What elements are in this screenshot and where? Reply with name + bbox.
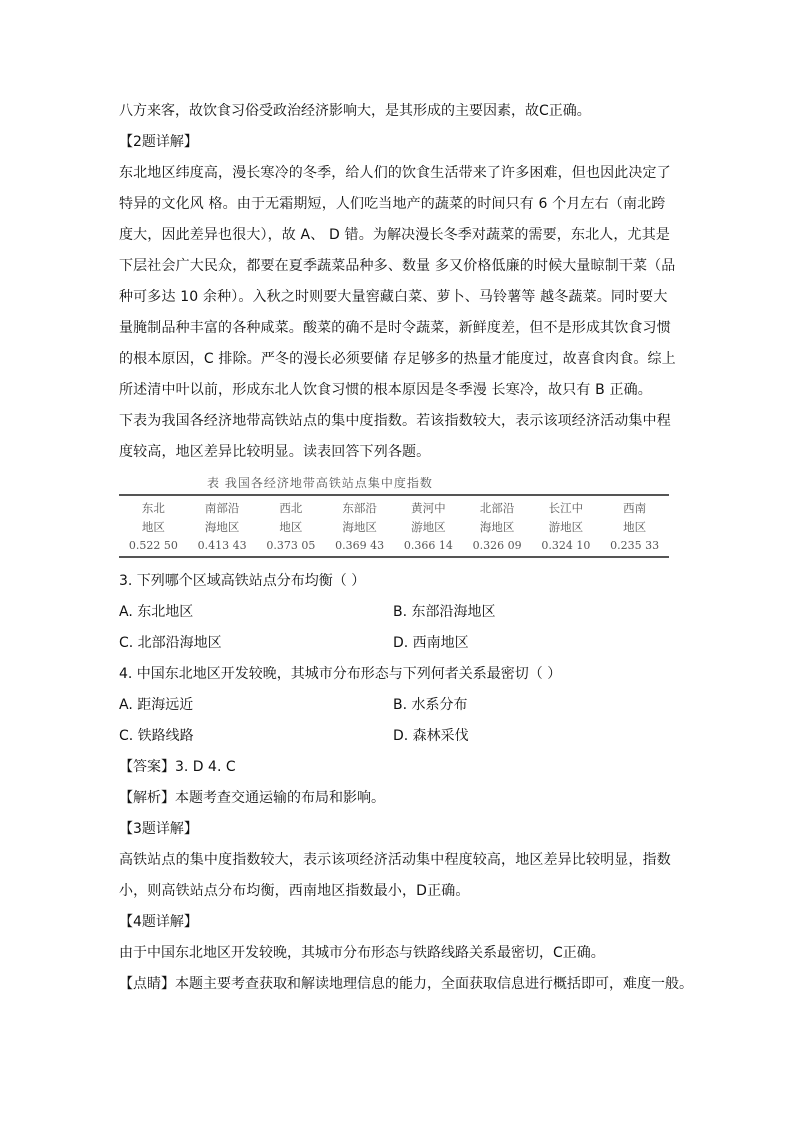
table-intro: 下表为我国各经济地带高铁站点的集中度指数。若该指数较大，表示该项经济活动集中程度较高，地区差异比较明显。读表回答下列各题。 bbox=[119, 413, 671, 460]
table-cell: 地区 bbox=[279, 519, 303, 534]
option-b: B. 东部沿海地区 bbox=[393, 604, 496, 620]
table-title: 表 我国各经济地带高铁站点集中度指数 bbox=[207, 476, 433, 490]
option-d: D. 森林采伐 bbox=[393, 728, 469, 744]
table-cell: 地区 bbox=[623, 519, 647, 534]
table-cell: 0.373 05 bbox=[257, 536, 326, 557]
table-cell: 西北 bbox=[257, 495, 326, 517]
analysis-line: 【解析】本题考查交通运输的布局和影响。 bbox=[119, 790, 385, 806]
paragraph-3-detail: 高铁站点的集中度指数较大，表示该项经济活动集中程度较高，地区差异比较明显，指数小，则高铁站点分布均衡，西南地区指数最小，D正确。 bbox=[119, 852, 671, 899]
document-page bbox=[119, 96, 693, 1000]
table-cell: 南部沿 bbox=[188, 495, 257, 517]
question-3-options-row bbox=[119, 628, 679, 659]
table-row bbox=[119, 495, 669, 517]
table-cell: 黄河中 bbox=[394, 495, 463, 517]
table-cell: 东部沿 bbox=[325, 495, 394, 517]
table-row bbox=[119, 536, 669, 557]
section-heading-2: 【2题详解】 bbox=[119, 134, 198, 150]
question-4-options-row bbox=[119, 690, 679, 721]
text-line: 八方来客，故饮食习俗受政治经济影响大，是其形成的主要因素，故C正确。 bbox=[119, 103, 591, 119]
table-cell: 0.366 14 bbox=[394, 536, 463, 557]
paragraph-4-detail: 由于中国东北地区开发较晚，其城市分布形态与铁路线路关系最密切，C正确。 bbox=[119, 945, 605, 961]
paragraph-2-detail: 东北地区纬度高，漫长寒冷的冬季，给人们的饮食生活带来了许多困难，但也因此决定了特异的文化风 格。由于无霜期短，人们吃当地产的蔬菜的时间只有 6 个月左右（南北跨度大，因此差异也很大），故 A、 D 错。为解决漫长冬季对蔬菜的需要，东北人，尤其是下层社会广大民众，都要在夏季蔬菜品种多、数量 多又价格低廉的时候大量晾制干菜（品种可多达 10 余种）。入秋之时则要大量窖藏白菜、萝卜、马铃薯等 越冬蔬菜。同时要大量腌制品种丰富的各种咸菜。酸菜的确不是时令蔬菜，新鲜度差，但不是形成其饮食习惯的根本原因，C 排除。严冬的漫长必须要储 存足够多的热量才能度过，故喜食肉食。综上所述清中叶以前，形成东北人饮食习惯的根本原因是冬季漫 长寒冷，故只有 B 正确。 bbox=[119, 165, 676, 398]
table-cell: 0.235 33 bbox=[600, 536, 669, 557]
data-table bbox=[119, 494, 669, 558]
table-cell: 游地区 bbox=[411, 519, 446, 534]
table-cell: 北部沿 bbox=[463, 495, 532, 517]
table-cell: 0.326 09 bbox=[463, 536, 532, 557]
option-a: A. 东北地区 bbox=[119, 604, 194, 620]
table-cell: 0.413 43 bbox=[188, 536, 257, 557]
table-cell: 0.324 10 bbox=[532, 536, 601, 557]
table-cell: 海地区 bbox=[204, 519, 240, 534]
option-d: D. 西南地区 bbox=[393, 635, 469, 651]
table-cell: 地区 bbox=[141, 519, 165, 534]
question-3: 3. 下列哪个区域高铁站点分布均衡（ ） bbox=[119, 573, 366, 589]
option-c: C. 北部沿海地区 bbox=[119, 635, 222, 651]
option-c: C. 铁路线路 bbox=[119, 728, 194, 744]
table-cell: 东北 bbox=[119, 495, 188, 517]
answer-line: 【答案】3. D 4. C bbox=[119, 759, 236, 775]
table-cell: 海地区 bbox=[342, 519, 377, 534]
table-cell: 0.369 43 bbox=[325, 536, 394, 557]
option-a: A. 距海远近 bbox=[119, 697, 194, 713]
section-heading-3: 【3题详解】 bbox=[119, 821, 198, 837]
index-table bbox=[119, 472, 679, 558]
table-cell: 西南 bbox=[600, 495, 669, 517]
option-b: B. 水系分布 bbox=[393, 697, 468, 713]
key-point-line: 【点睛】本题主要考查获取和解读地理信息的能力，全面获取信息进行概括即可，难度一般。 bbox=[119, 976, 693, 992]
table-cell: 游地区 bbox=[548, 519, 584, 534]
table-cell: 海地区 bbox=[479, 519, 515, 534]
section-heading-4: 【4题详解】 bbox=[119, 914, 198, 930]
question-4: 4. 中国东北地区开发较晚，其城市分布形态与下列何者关系最密切（ ） bbox=[119, 666, 562, 682]
table-cell: 长江中 bbox=[532, 495, 601, 517]
question-3-options-row bbox=[119, 597, 679, 628]
question-4-options-row bbox=[119, 721, 679, 752]
table-cell: 0.522 50 bbox=[119, 536, 188, 557]
table-row bbox=[119, 517, 669, 536]
